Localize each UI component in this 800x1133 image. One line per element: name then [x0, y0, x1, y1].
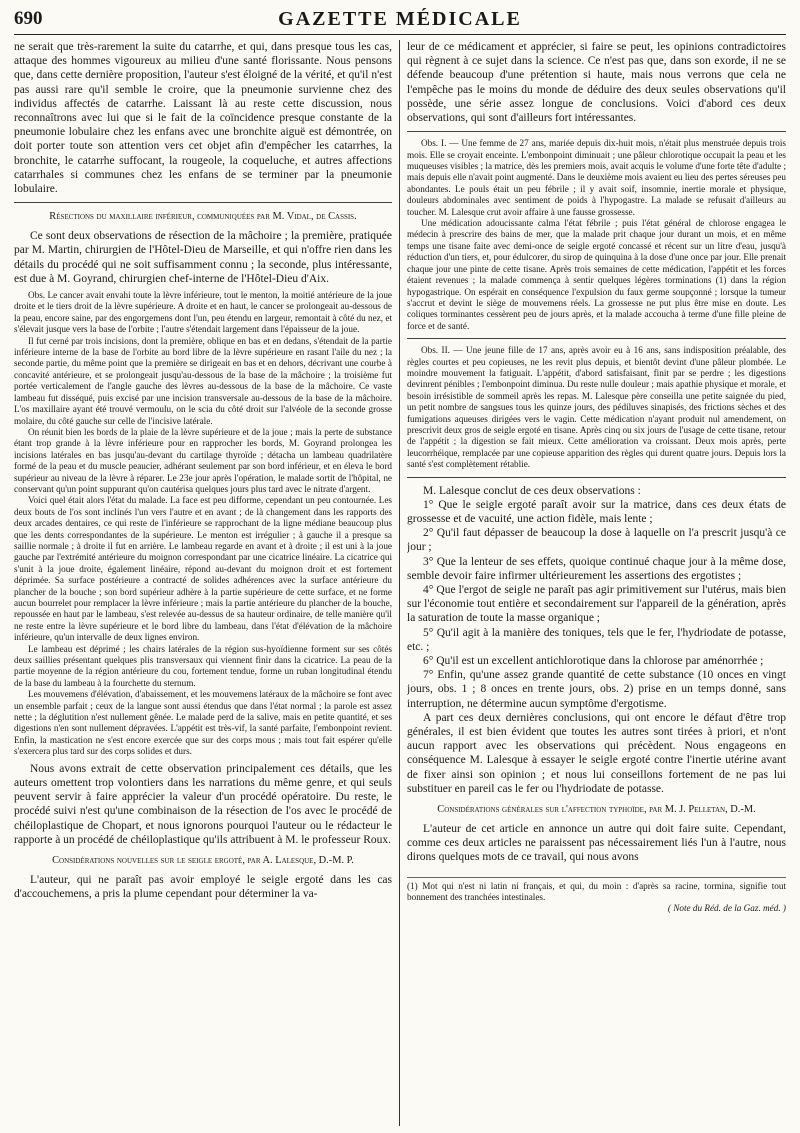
- left-column: [14, 40, 392, 1126]
- continued-paragraph: leur de ce médicament et apprécier, si faire se peut, les opinions contradictoires qui règnent à ce sujet dans la science. Ce n'est pas que, dans son exorde, il ne se défende beaucoup d'une prétention si haute, mais nous verrons que cela ne l'empêche pas le moins du monde de déduire des deux seules observations qu'il possède, une série assez longue de conclusions. Voici d'abord ces deux observations, qui sont d'ailleurs fort intéressantes.: [407, 41, 786, 125]
- journal-page: [14, 8, 786, 1126]
- section-heading-resections: Résections du maxillaire inférieur, communiquées par M. Vidal, de Cassis.: [49, 211, 357, 223]
- text-columns: [14, 40, 786, 1126]
- critique-paragraph: A part ces deux dernières conclusions, qui ont encore le défaut d'être trop générales, il est bien évident que toutes les autres sont tirées à priori, et n'ont aucun rapport avec les observations qui précèdent. Nous engageons en conséquence M. Lalesque à essayer le seigle ergoté contre l'inertie utérine avant de fixer ainsi son opinion ; et nous lui conseillons fortement de ne pas lui substituer en pareil cas le fer ou l'hydriodate de potasse.: [407, 711, 786, 795]
- observation-paragraph: Voici quel était alors l'état du malade. La face est peu difforme, cependant un peu contournée. Les deux bouts de l'os sont inclinés l'un vers l'autre et en avant ; de là changement dans les rapports des deux arcades dentaires, ce qui reste de l'inférieure se rapprochant de la ligne médiane beaucoup plus que les dents correspondantes de la supérieure. Le menton est irrégulier ; à gauche il a presque sa saillie normale ; à droite il fut en arrière. Le lambeau regarde en avant et à droite ; il est uni à la joue gauche par l'extrémité antérieure du moignon correspondant par une cicatrice linéaire. La cicatrice qui s'unit à la joue droite, également linéaire, répond au-devant du moignon droit et est fortement déprimée. Sa surface postérieure a contracté de solides adhérences avec la surface antérieure du plancher de la bouche ; son bord supérieur adhère à la partie supérieure de cette surface, et ne forme aucun bourrelet pour remplacer la lèvre inférieure ; mais la partie antérieure du plancher de la bouche, repoussée en haut par le lambeau, s'est relevée au-dessus de sa hauteur ordinaire, de telle manière qu'il ne reste entre la lèvre supérieure et le bord libre du lambeau, dans l'état d'élévation de la mâchoire inférieure, qu'un intervalle de deux lignes environ.: [14, 495, 392, 643]
- section-heading-seigle-ergote: Considérations nouvelles sur le seigle ergoté, par A. Lalesque, D.-M. P.: [52, 854, 354, 866]
- footnote-text: (1) Mot qui n'est ni latin ni français, et qui, du moin : d'après sa racine, tormina, signifie tout bonnement des tranchées intestinales.: [407, 880, 786, 903]
- footnote-attribution: ( Note du Réd. de la Gaz. méd. ): [667, 903, 786, 914]
- conclusion-item: 6° Qu'il est un excellent antichlorotique dans la chlorose par aménorrhée ;: [423, 655, 764, 668]
- conclusion-item: 5° Qu'il agit à la manière des toniques, tels que le fer, l'hydriodate de potasse, etc. ;: [407, 626, 786, 653]
- conclusion-item: 2° Qu'il faut dépasser de beaucoup la dose à laquelle on l'a prescrit jusqu'à ce jour ;: [407, 527, 786, 554]
- footnote: [407, 877, 786, 915]
- observation-2: Obs. II. — Une jeune fille de 17 ans, après avoir eu à 16 ans, sans indisposition préalable, des règles courtes et peu copieuses, ne les revit plus depuis, et bientôt devint d'une pâleur plombée. Le moindre mouvement la fatiguait. L'appétit, d'abord satisfaisant, finit par se perdre ; les digestions devinrent pénibles ; l'embonpoint diminua. Du reste nulle douleur ; mais apathie physique et morale, et besoin irrésistible de sommeil après les repas. M. Lalesque père conseilla une petite saignée du pied, un petit nombre de sangsues tous les quinze jours, des pédiluves sinapisés, des frictions sèches et des fumigations aqueuses dirigées vers le vagin. Cette médication n'ayant produit nul amendement, on prescrivit deux gros de seigle ergoté en tisane. Après cinq ou six jours de l'usage de cette tisane, retour de l'appétit ; la digestion se fait mieux. Cette amélioration va croissant. Deux mois après, perte leucorrhéique, remplacée par une copieuse apparition des règles qui durent quatre jours. Depuis lors la santé s'est complètement rétablie.: [407, 345, 786, 470]
- conclusion-item: 3° Que la lenteur de ses effets, quoique continué chaque jour à la même dose, semble devoir faire infirmer ultérieurement les assertions des ergotistes ;: [407, 555, 786, 582]
- section-rule: [14, 202, 392, 203]
- observation-paragraph: Il fut cerné par trois incisions, dont la première, oblique en bas et en dedans, s'étendait de la partie inférieure interne de la base de l'orbite au bord libre de la lèvre supérieure en rasant l'aile du nez ; la seconde partie, du même point que la première se dirigeait en bas et en dehors, décrivant une courbe à concavité antérieure, et se prolongeait jusqu'au-dessous de la base de la mâchoire ; la troisième fut portée verticalement de l'angle gauche des lèvres au-dessous de la base de la mâchoire. Ce vaste lambeau fut disséqué, puis excisé par une incision transversale au-dessous de la base de la mâchoire. L'os maxillaire ayant été trouvé vermoulu, on le scia du côté droit sur l'alvéole de la seconde grosse molaire, du côté gauche sur celle de l'incisive latérale.: [14, 335, 392, 426]
- section-heading-typhoide: Considérations générales sur l'affection typhoïde, par M. J. Pelletan, D.-M.: [437, 804, 756, 816]
- observation-1-continued: Une médication adoucissante calma l'état fébrile ; puis l'état général de chlorose engagea le médecin à prescrire des bains de mer, que la malade prit chaque jour durant un mois, et en même temps une tisane faite avec demi-once de seigle ergoté concassé et récent sur un litre d'eau, jusqu'à réduction d'un tiers, et, pour édulcorer, du sirop de quinquina à la dose d'une once par jour. Elle prenait chaque jour une pinte de cette tisane. Après trois semaines de cette médication, l'appétit et les forces étaient revenues ; la malade commença à sentir quelques légères torminations (1) dans la région hypogastrique. On espérait en conséquence l'expulsion du faux germe soupçonné ; lorsque la tumeur s'accrut et devint le siège de mouvemens réels. La grossesse ne put plus être mise en doute. Les coliques torminantes cessèrent peu de jours après, et la malade accoucha à terme d'une fille pleine de force et de santé.: [407, 218, 786, 331]
- observation-paragraph: Les mouvemens d'élévation, d'abaissement, et les mouvemens latéraux de la mâchoire se font avec un ensemble parfait ; ceux de la langue sont aussi étendus que dans l'état normal ; la parole est assez nette ; la déglutition n'est nullement gênée. Le malade perd de la salive, mais en petite quantité, et ses digestions n'en sont nullement dépravées. L'appétit est très-vif, la santé parfaite, l'embonpoint revient. Enfin, la mastication ne s'est encore exercée que sur des corps mous ; mais tout fait espérer qu'elle s'exercera plus tard sur des corps solides et durs.: [14, 689, 392, 757]
- section-rule: [407, 477, 786, 478]
- section-start-paragraph: L'auteur, qui ne paraît pas avoir employé le seigle ergoté dans les cas d'accouchemens, a pris la plume cependant pour déterminer la va-: [14, 873, 392, 901]
- observation-paragraph: Le lambeau est déprimé ; les chairs latérales de la région sus-hyoïdienne forment sur ses côtés deux saillies présentant quelques plis transversaux qui viennent finir dans la cicatrice. La peau de la partie moyenne de la région antérieure du cou, fortement tendue, forme un ruban longitudinal étendu de la base du lambeau à la fourchette du sternum.: [14, 643, 392, 688]
- section-rule: [407, 131, 786, 132]
- observation-1: Obs. I. — Une femme de 27 ans, mariée depuis dix-huit mois, n'était plus menstruée depuis trois mois. Elle se croyait enceinte. L'embonpoint diminuait ; une pâleur chlorotique occupait la peau et les muqueuses visibles ; la matrice, dès les premiers mois, avait acquis le volume d'une forte tête d'adulte ; mais depuis elle n'avait point augmenté. Dans le deuxième mois avaient eu lieu des pertes séreuses peu abondantes. Le pouls était un peu fébrile ; il y avait soif, insomnie, inertie morale et physique, douleurs abdominales avec sentiment de poids à l'hypogastre. La malade se refusait d'ailleurs au toucher. M. Lalesque crut avoir affaire à une fausse grossesse.: [407, 138, 786, 217]
- continued-paragraph: ne serait que très-rarement la suite du catarrhe, et qui, dans presque tous les cas, attaque des hommes vigoureux au milieu d'une santé florissante. Nous pensons que, dans cette dernière proposition, l'auteur s'est éloigné de la vérité, et qu'il n'est pas aussi rare qu'il semble le croire, que la pneumonie survienne chez des individus affectés de catarrhe. Laissant là au reste cette discussion, nous reconnaîtrons avec lui que si le fait de la coïncidence presque constante de la pneumonie lobulaire chez les enfans avec une bronchite aiguë est démontrée, on doit porter toute son attention vers cet objet afin d'empêcher les catarrhes, la bronchite, le catarrhe suffocant, la rougeole, la coqueluche, et autres affections catarrhales si communes chez les enfans de se terminer par la pneumonie lobulaire.: [14, 41, 392, 196]
- conclusion-item: 7° Enfin, qu'une assez grande quantité de cette substance (10 onces en vingt jours, obs. 1 ; 8 onces en trente jours, obs. 2) prise en un temps donné, sans interruption, ne détermine aucun symptôme d'ergotisme.: [407, 669, 786, 710]
- page-number: 690: [14, 8, 43, 29]
- observation-paragraph: Obs. Le cancer avait envahi toute la lèvre inférieure, tout le menton, la moitié antérieure de la joue droite et le tiers droit de la lèvre supérieure. A droite et en haut, le cancer se prolongeait au-dessous de la peau, encore saine, par des engorgemens dont l'un, peu étendu en largeur, remontait à côté du nez, et s'élevait jusque vers la base de l'orbite ; l'autre s'étendait largement dans l'épaisseur de la joue.: [14, 290, 392, 335]
- page-header: [14, 8, 786, 35]
- section-rule: [407, 338, 786, 339]
- conclusion-item: 1° Que le seigle ergoté paraît avoir sur la matrice, dans ces deux états de grossesse et de vacuité, une action fidèle, mais lente ;: [407, 498, 786, 525]
- conclusions-intro: M. Lalesque conclut de ces deux observations :: [423, 484, 641, 497]
- section-start-paragraph: L'auteur de cet article en annonce un autre qui doit faire suite. Cependant, comme ces deux articles ne paraissent pas nécessairement liés l'un à l'autre, nous dirons quelques mots de ce travail, qui nous avons: [407, 823, 786, 864]
- right-column: [407, 40, 786, 1126]
- editorial-comment: Nous avons extrait de cette observation principalement ces détails, que les auteurs omettent trop volontiers dans les narrations du même genre, et qui seuls peuvent servir à faire apprécier la valeur d'un procédé opératoire. Du reste, le procédé suivi n'est qu'une combinaison de la résection de l'os avec le procédé de chéiloplastique de Chopart, et nous ignorons pourquoi l'auteur ou le rédacteur le rapporte à un procédé de chéiloplastique qu'ils attribuent à M. le professeur Roux.: [14, 762, 392, 846]
- section-intro: Ce sont deux observations de résection de la mâchoire ; la première, pratiquée par M. Martin, chirurgien de l'Hôtel-Dieu de Marseille, et qui n'offre rien dans les détails du procédé qui ne soit suffisamment connu ; la seconde, plus intéressante, est due à M. Goyrand, chirurgien chef-interne de l'Hôtel-Dieu d'Aix.: [14, 230, 392, 285]
- observation-paragraph: On réunit bien les bords de la plaie de la lèvre supérieure et de la joue ; mais la perte de substance étant trop grande à la lèvre inférieure pour en rapprocher les bords, M. Goyrand prolongea les incisions latérales en bas jusqu'au-devant du cartilage thyroïde ; détacha un lambeau quadrilatère formé de la peau et du muscle peaucier, adhérant seulement par son bord inférieur, et en éleva le bord supérieur au niveau de la lèvre à réparer. Le 23e jour après l'opération, le malade sortit de l'hôpital, ne conservant qu'un point suppurant qu'on cautérisa quelques jours plus tard avec le nitrate d'argent.: [14, 426, 392, 494]
- journal-title: GAZETTE MÉDICALE: [278, 8, 522, 30]
- conclusion-item: 4° Que l'ergot de seigle ne paraît pas agir primitivement sur l'utérus, mais bien sur l'économie tout entière et secondairement sur l'appareil de la génération, après la saturation de toute la masse organique ;: [407, 584, 786, 625]
